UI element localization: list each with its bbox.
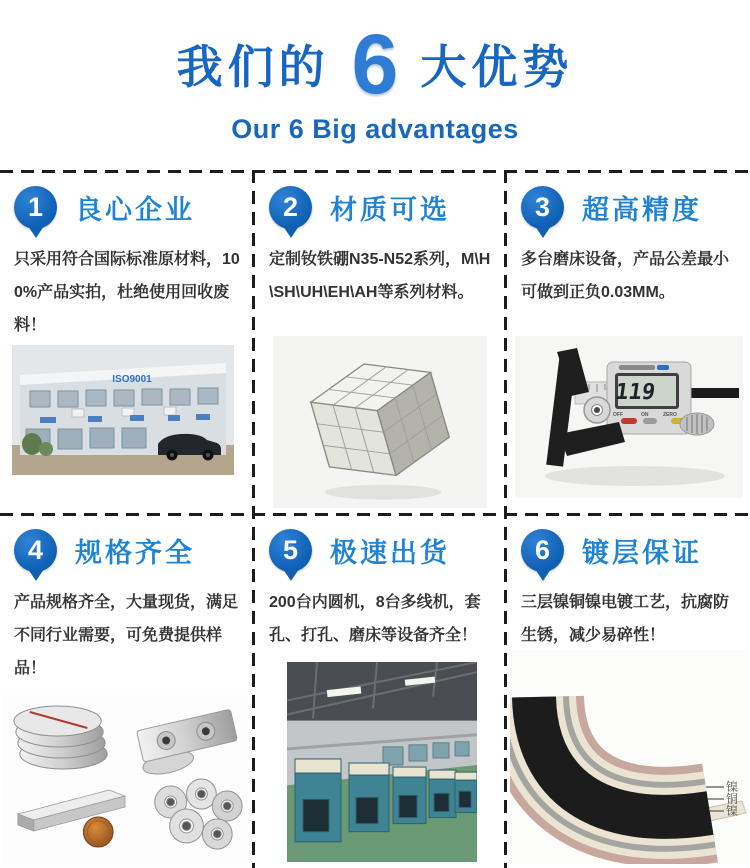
advantage-description: 多台磨床设备，产品公差最小可做到正负0.03MM。: [521, 251, 730, 301]
layer-label-nickel-bottom: 镍: [726, 804, 739, 818]
number-pin-icon: [14, 186, 57, 229]
advantage-card-2: [255, 173, 504, 513]
caliper-display-value: 119: [613, 379, 657, 405]
factory-building-photo: [12, 345, 234, 475]
advantage-title: 良心企业: [75, 195, 195, 225]
number-pin-icon: [521, 186, 564, 229]
advantage-title: 极速出货: [330, 538, 450, 568]
advantage-description: 产品规格齐全，大量现货，满足不同行业需要，可免费提供样品！: [14, 594, 239, 677]
card-4-header: [0, 516, 252, 572]
advantage-card-1: [0, 173, 252, 513]
ndfeb-magnet-cubes-photo: [273, 336, 487, 508]
number-pin-icon: [269, 186, 312, 229]
caliper-zero-label: ZERO: [663, 412, 677, 418]
layer-label-copper: 铜: [726, 792, 739, 806]
advantage-title: 超高精度: [582, 195, 702, 225]
advantage-number: 2: [282, 192, 299, 222]
advantage-card-6: [507, 516, 750, 868]
page-subtitle: Our 6 Big advantages: [231, 114, 519, 144]
advantage-number: 5: [282, 535, 299, 565]
advantage-number: 3: [534, 192, 551, 222]
advantage-description: 三层镍铜镍电镀工艺，抗腐防生锈，减少易碎性！: [521, 594, 730, 644]
workshop-machines-photo: [287, 662, 477, 862]
advantage-number: 6: [534, 535, 551, 565]
caliper-off-label: OFF: [613, 412, 623, 418]
page-title: [0, 17, 750, 111]
card-6-header: [507, 516, 750, 572]
number-pin-icon: [269, 529, 312, 572]
advantage-title: 镀层保证: [582, 538, 702, 568]
advantage-number: 1: [27, 192, 44, 222]
advantage-title: 规格齐全: [75, 538, 195, 568]
digital-caliper-photo: [515, 336, 743, 498]
card-3-header: [507, 173, 750, 229]
title-prefix: 我们的: [176, 41, 330, 93]
advantage-title: 材质可选: [330, 195, 450, 225]
advantage-card-4: [0, 516, 252, 868]
advantage-description: 只采用符合国际标准原材料，100%产品实拍，杜绝使用回收废料！: [14, 251, 240, 334]
title-suffix: 大优势: [420, 41, 574, 93]
advantage-card-3: [507, 173, 750, 513]
advantage-description: 200台内圆机，8台多线机，套孔、打孔、磨床等设备齐全！: [269, 594, 481, 644]
advantage-number: 4: [27, 535, 44, 565]
page-header: [0, 0, 750, 170]
layer-label-nickel-top: 镍: [726, 780, 739, 794]
magnet-products-photo: [2, 694, 250, 866]
card-2-header: [255, 173, 504, 229]
title-big-number: 6: [351, 17, 399, 111]
card-1-header: [0, 173, 252, 229]
advantage-card-5: [255, 516, 504, 868]
card-5-header: [255, 516, 504, 572]
coating-layers-photo: [510, 649, 748, 864]
caliper-on-label: ON: [641, 412, 649, 418]
building-sign-text: ISO9001: [112, 374, 152, 385]
advantage-description: 定制钕铁硼N35-N52系列，M\H\SH\UH\EH\AH等系列材料。: [269, 251, 491, 301]
number-pin-icon: [14, 529, 57, 572]
number-pin-icon: [521, 529, 564, 572]
